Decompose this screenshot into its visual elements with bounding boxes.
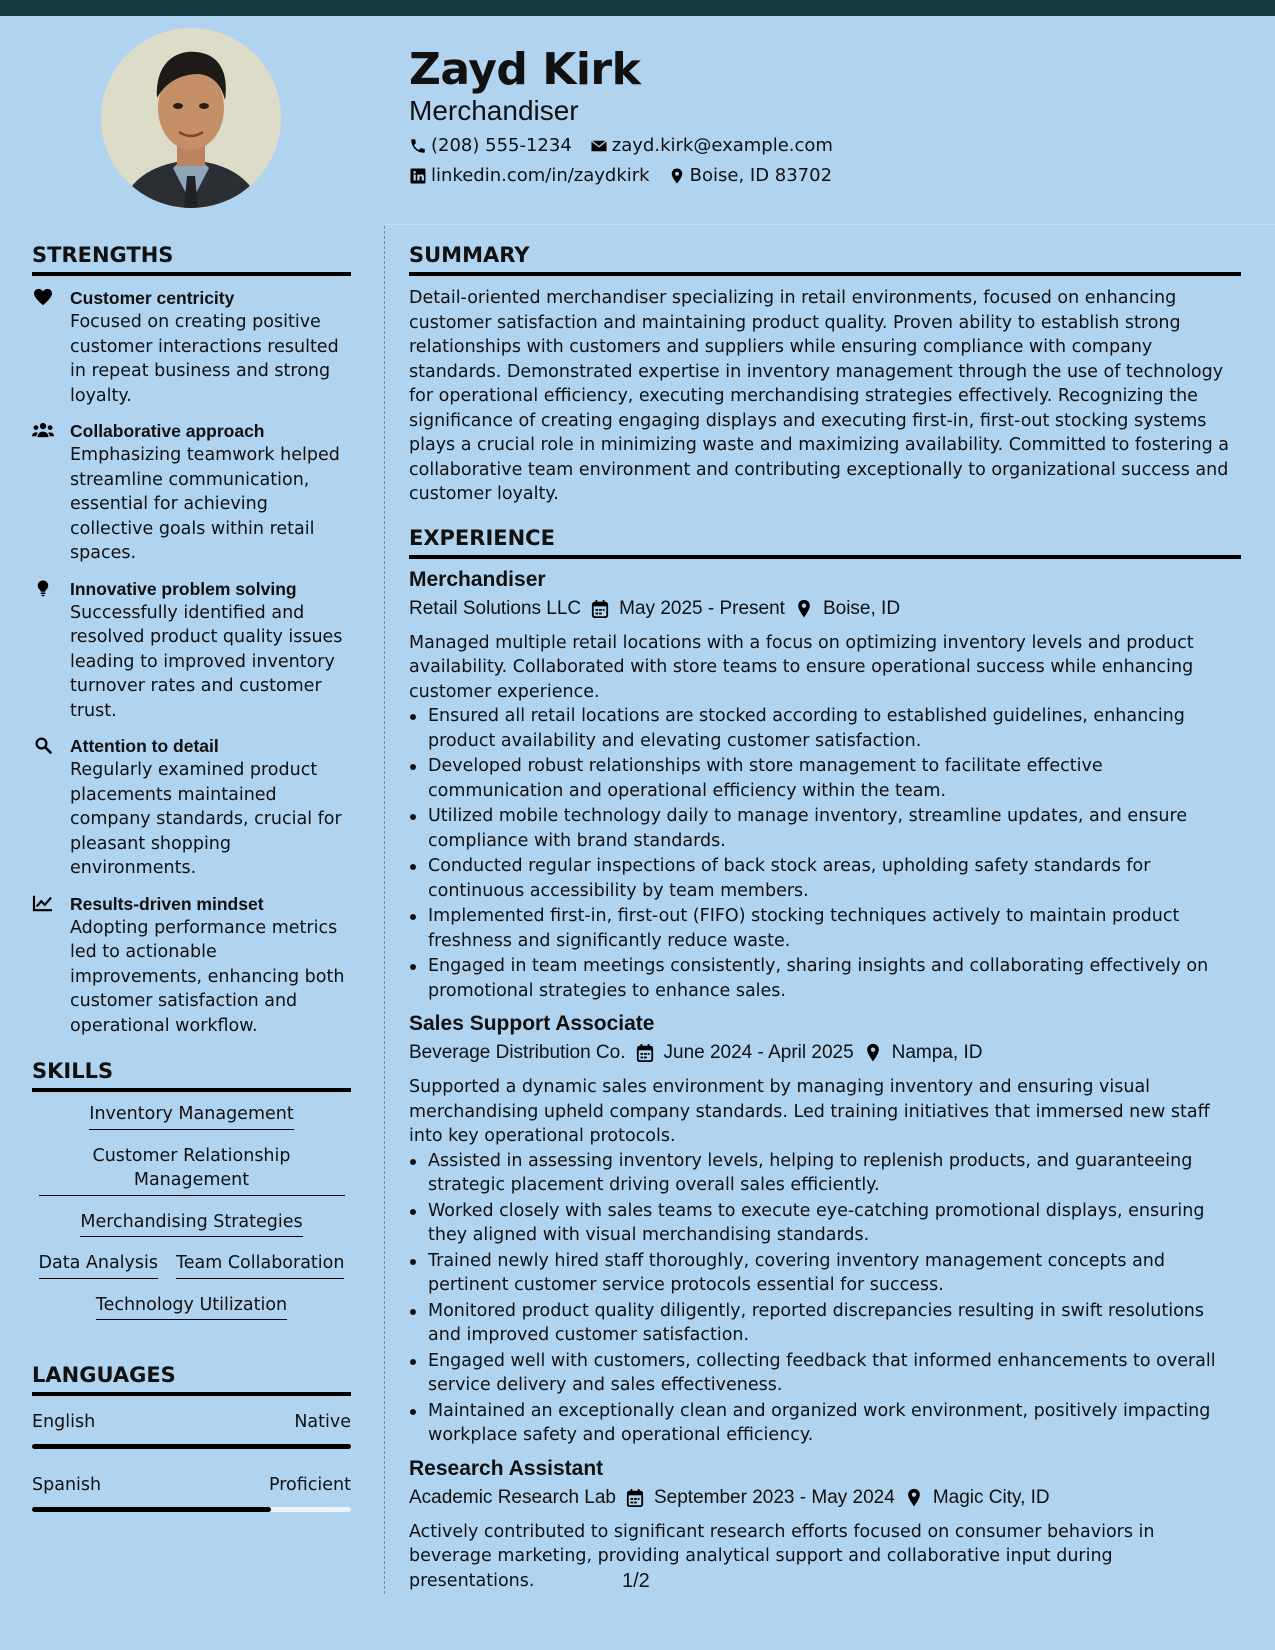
language-item — [32, 1473, 351, 1512]
language-proficiency-bar — [32, 1444, 351, 1449]
phone-icon — [409, 137, 427, 155]
job-company: Academic Research Lab — [409, 1486, 616, 1508]
experience-list — [409, 565, 1241, 1594]
phone-contact[interactable] — [409, 134, 572, 158]
strength-desc: Adopting performance metrics led to actionable improvements, enhancing both customer satisfaction and operational workflow. — [70, 917, 345, 1036]
language-level: Native — [294, 1412, 351, 1432]
chart-line-icon — [32, 894, 54, 912]
job-dates: September 2023 - May 2024 — [654, 1486, 895, 1508]
skill-tag: Data Analysis — [39, 1251, 158, 1279]
experience-heading: EXPERIENCE — [409, 523, 1241, 559]
job-bullet: Monitored product quality diligently, reported discrepancies resulting in swift resolutions and improved customer satisfaction. — [409, 1299, 1241, 1348]
summary-heading: SUMMARY — [409, 240, 1241, 276]
job-bullet: Worked closely with sales teams to execute eye-catching promotional displays, ensuring they aligned with visual merchandising standards. — [409, 1199, 1241, 1248]
linkedin-contact[interactable] — [409, 164, 650, 188]
linkedin-icon — [409, 167, 427, 185]
map-pin-icon — [905, 1488, 923, 1508]
map-pin-icon — [795, 599, 813, 619]
linkedin-text: linkedin.com/in/zaydkirk — [431, 165, 650, 186]
job-meta — [409, 1039, 1241, 1067]
email-text: zayd.kirk@example.com — [611, 135, 833, 156]
strength-item — [32, 734, 351, 881]
calendar-icon — [636, 1043, 654, 1063]
strength-desc: Focused on creating positive customer interactions resulted in repeat business and strong loyalty. — [70, 312, 339, 406]
email-contact[interactable] — [590, 134, 833, 158]
languages-heading: LANGUAGES — [32, 1360, 351, 1396]
contact-row-1 — [409, 134, 833, 158]
column-divider — [384, 226, 385, 1594]
job-bullet: Trained newly hired staff thoroughly, covering inventory management concepts and pertinent customer service protocols essential for success. — [409, 1249, 1241, 1298]
job-description: Managed multiple retail locations with a focus on optimizing inventory levels and product availability. Collaborated with store teams to ensure operational success while enhancing customer experience. — [409, 632, 1194, 702]
strength-item — [32, 577, 351, 724]
job-bullet: Assisted in assessing inventory levels, helping to replenish products, and guaranteeing strategic placement driving overall sales efficiently. — [409, 1149, 1241, 1198]
location-text: Boise, ID 83702 — [689, 165, 833, 186]
contact-row-2 — [409, 164, 832, 188]
strength-item — [32, 286, 351, 408]
language-proficiency-bar — [32, 1507, 351, 1512]
job-bullet: Engaged in team meetings consistently, sharing insights and collaborating effectively on promotional strategies to enhance sales. — [409, 954, 1241, 1003]
candidate-name: Zayd Kirk — [409, 44, 641, 95]
skill-tag: Team Collaboration — [176, 1251, 344, 1279]
job-bullet: Engaged well with customers, collecting feedback that informed enhancements to overall service delivery and sales effectiveness. — [409, 1349, 1241, 1398]
job-title: Sales Support Associate — [409, 1012, 655, 1035]
map-pin-icon — [668, 167, 686, 185]
job-meta — [409, 1484, 1241, 1512]
job-title: Research Assistant — [409, 1456, 604, 1480]
strength-item — [32, 419, 351, 566]
strength-title: Customer centricity — [70, 288, 235, 308]
job-location: Nampa, ID — [891, 1042, 983, 1063]
job-entry — [409, 565, 1241, 1004]
job-location: Magic City, ID — [932, 1486, 1050, 1508]
job-description: Supported a dynamic sales environment by managing inventory and ensuring visual merchandising upheld company standards. Led training initiatives that immersed new staff into key operational protocols. — [409, 1077, 1210, 1146]
job-title: Merchandiser — [409, 567, 546, 591]
job-company: Retail Solutions LLC — [409, 597, 582, 619]
strength-desc: Successfully identified and resolved product quality issues leading to improved inventory turnover rates and customer trust. — [70, 602, 343, 721]
job-dates: May 2025 - Present — [619, 597, 785, 619]
job-meta — [409, 595, 1241, 623]
language-level: Proficient — [269, 1475, 351, 1495]
strength-item — [32, 892, 351, 1039]
job-bullet: Implemented first-in, first-out (FIFO) stocking techniques actively to maintain product freshness and significantly reduce waste. — [409, 904, 1241, 953]
search-icon — [32, 736, 54, 754]
lightbulb-icon — [32, 579, 54, 597]
location-contact — [668, 164, 832, 188]
map-pin-icon — [864, 1043, 882, 1063]
heart-icon — [32, 288, 54, 306]
job-bullet: Developed robust relationships with store management to facilitate effective communication and operational efficiency within the team. — [409, 754, 1241, 803]
summary-text: Detail-oriented merchandiser specializing in retail environments, focused on enhancing customer satisfaction and maintaining product quality. Proven ability to establish strong relationships with customers and suppliers while ensuring compliance with company standards. Demonstrated expertise in inventory management through the use of technology for operational efficiency, executing merchandising strategies effectively. Recognizing the significance of creating engaging displays and executing first-in, first-out stocking systems plays a crucial role in minimizing waste and maximizing availability. Committed to fostering a collaborative team environment and contributing exceptionally to organizational success and customer loyalty. — [409, 288, 1230, 504]
strength-title: Innovative problem solving — [70, 578, 297, 599]
right-column — [409, 240, 1241, 1593]
strength-title: Attention to detail — [70, 736, 219, 756]
job-bullets — [409, 704, 1241, 1003]
top-accent-bar — [0, 0, 1275, 16]
skills-list — [32, 1102, 351, 1320]
job-bullet: Ensured all retail locations are stocked according to established guidelines, enhancing product availability and elevating customer satisfaction. — [409, 704, 1241, 753]
language-name: Spanish — [32, 1475, 102, 1495]
job-location: Boise, ID — [822, 597, 901, 619]
strength-title: Results-driven mindset — [70, 893, 264, 914]
job-entry — [409, 1009, 1241, 1448]
calendar-icon — [626, 1488, 644, 1508]
strengths-heading: STRENGTHS — [32, 240, 351, 276]
language-proficiency-fill — [32, 1444, 351, 1449]
strength-title: Collaborative approach — [70, 421, 265, 441]
language-name: English — [32, 1412, 96, 1432]
left-column — [32, 240, 351, 1536]
job-dates: June 2024 - April 2025 — [663, 1042, 854, 1063]
job-bullet: Utilized mobile technology daily to manage inventory, streamline updates, and ensure compliance with brand standards. — [409, 804, 1241, 853]
header-divider — [385, 224, 1275, 225]
skills-heading: SKILLS — [32, 1056, 351, 1092]
language-item — [32, 1410, 351, 1449]
envelope-icon — [590, 137, 608, 155]
job-bullet: Conducted regular inspections of back stock areas, upholding safety standards for continuous accessibility by team members. — [409, 854, 1241, 903]
skill-tag: Merchandising Strategies — [80, 1210, 302, 1238]
language-proficiency-fill — [32, 1507, 271, 1512]
strength-desc: Regularly examined product placements maintained company standards, crucial for pleasant shopping environments. — [70, 760, 342, 878]
strength-desc: Emphasizing teamwork helped streamline communication, essential for achieving collective goals within retail spaces. — [70, 445, 340, 563]
skill-tag: Inventory Management — [89, 1102, 293, 1130]
candidate-title: Merchandiser — [409, 95, 579, 126]
profile-photo — [101, 28, 281, 208]
skill-tag: Customer Relationship Management — [39, 1144, 345, 1196]
page-number: 1/2 — [622, 1570, 650, 1592]
job-entry — [409, 1454, 1241, 1594]
users-icon — [32, 421, 54, 439]
calendar-icon — [591, 599, 609, 619]
job-bullet: Maintained an exceptionally clean and organized work environment, positively impacting workplace safety and operational efficiency. — [409, 1399, 1241, 1448]
job-description: Actively contributed to significant research efforts focused on consumer behaviors in beverage marketing, providing analytical support and collaborative input during presentations. — [409, 1521, 1155, 1591]
phone-text: (208) 555-1234 — [431, 135, 572, 156]
job-company: Beverage Distribution Co. — [409, 1042, 626, 1063]
job-bullets — [409, 1149, 1241, 1448]
skill-tag: Technology Utilization — [96, 1293, 287, 1321]
